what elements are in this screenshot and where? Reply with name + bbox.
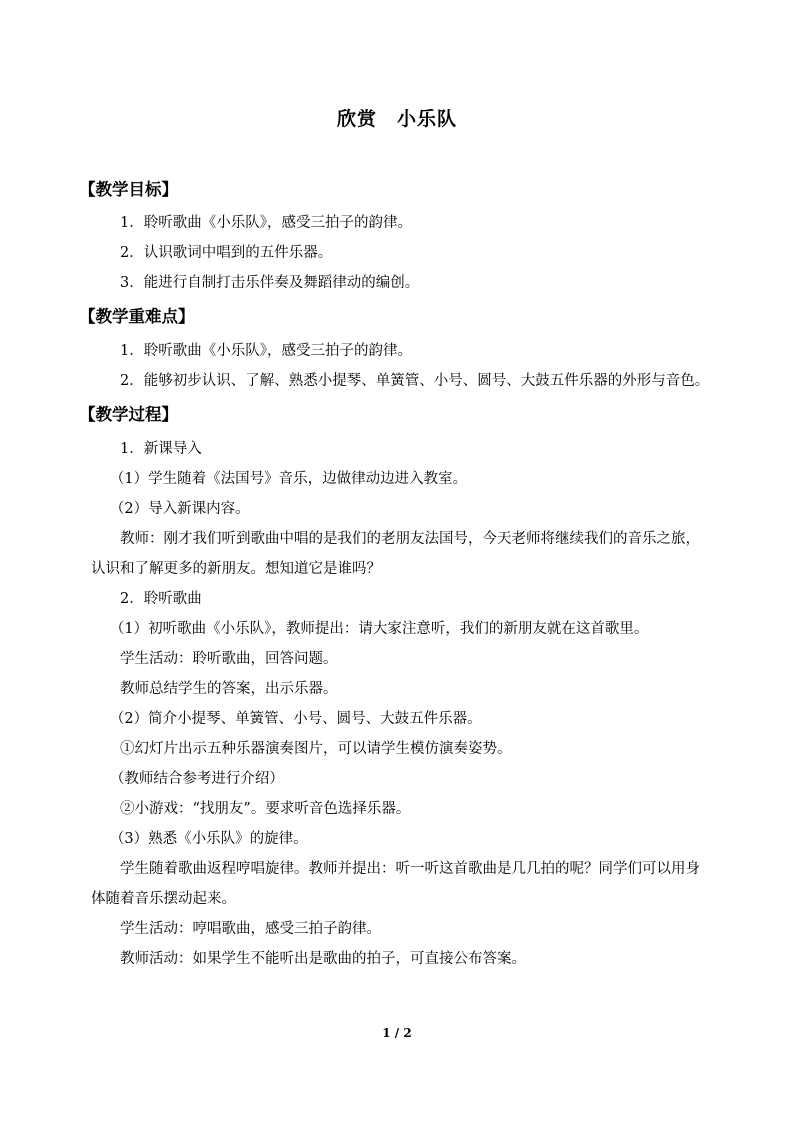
section-heading-key-points: 【教学重难点】 [79,307,195,326]
paragraph: 2．认识歌词中唱到的五件乐器。 [120,245,333,261]
document-body [79,172,711,974]
paragraph: 2．聆听歌曲 [120,591,202,607]
paragraph: （1）初听歌曲《小乐队》，教师提出：请大家注意听，我们的新朋友就在这首歌里。 [109,621,649,637]
paragraph: 教师活动：如果学生不能听出是歌曲的拍子，可直接公布答案。 [120,951,526,967]
paragraph: 1．聆听歌曲《小乐队》，感受三拍子的韵律。 [120,215,412,231]
paragraph: 1．聆听歌曲《小乐队》，感受三拍子的韵律。 [120,343,412,359]
paragraph: ②小游戏：“找朋友”。要求听音色选择乐器。 [120,801,411,817]
paragraph: 学生随着歌曲返程哼唱旋律。教师并提出：听一听这首歌曲是几几拍的呢？同学们可以用身体随着音乐摆动起来。 [91,861,700,907]
section-heading-process: 【教学过程】 [79,405,178,424]
paragraph: 2．能够初步认识、了解、熟悉小提琴、单簧管、小号、圆号、大鼓五件乐器的外形与音色。 [120,373,710,389]
paragraph: （3）熟悉《小乐队》的旋律。 [109,831,308,847]
paragraph: 3．能进行自制打击乐伴奏及舞蹈律动的编创。 [120,275,420,291]
paragraph: （2）导入新课内容。 [109,501,250,517]
page-number: 1 / 2 [382,1026,412,1040]
document-title: 欣赏 小乐队 [336,108,457,130]
paragraph: （1）学生随着《法国号》音乐，边做律动边进入教室。 [109,471,468,487]
paragraph: 学生活动：哼唱歌曲，感受三拍子韵律。 [120,921,381,937]
paragraph: （2）简介小提琴、单簧管、小号、圆号、大鼓五件乐器。 [109,711,482,727]
paragraph: ①幻灯片出示五种乐器演奏图片，可以请学生模仿演奏姿势。 [120,741,512,757]
paragraph: 学生活动：聆听歌曲，回答问题。 [120,651,338,667]
paragraph: （教师结合参考进行介绍） [109,771,284,787]
paragraph: 1．新课导入 [120,441,202,457]
paragraph: 教师总结学生的答案，出示乐器。 [120,681,338,697]
section-heading-objectives: 【教学目标】 [79,180,178,199]
paragraph: 教师：刚才我们听到歌曲中唱的是我们的老朋友法国号，今天老师将继续我们的音乐之旅，认识和了解更多的新朋友。想知道它是谁吗？ [91,531,700,577]
